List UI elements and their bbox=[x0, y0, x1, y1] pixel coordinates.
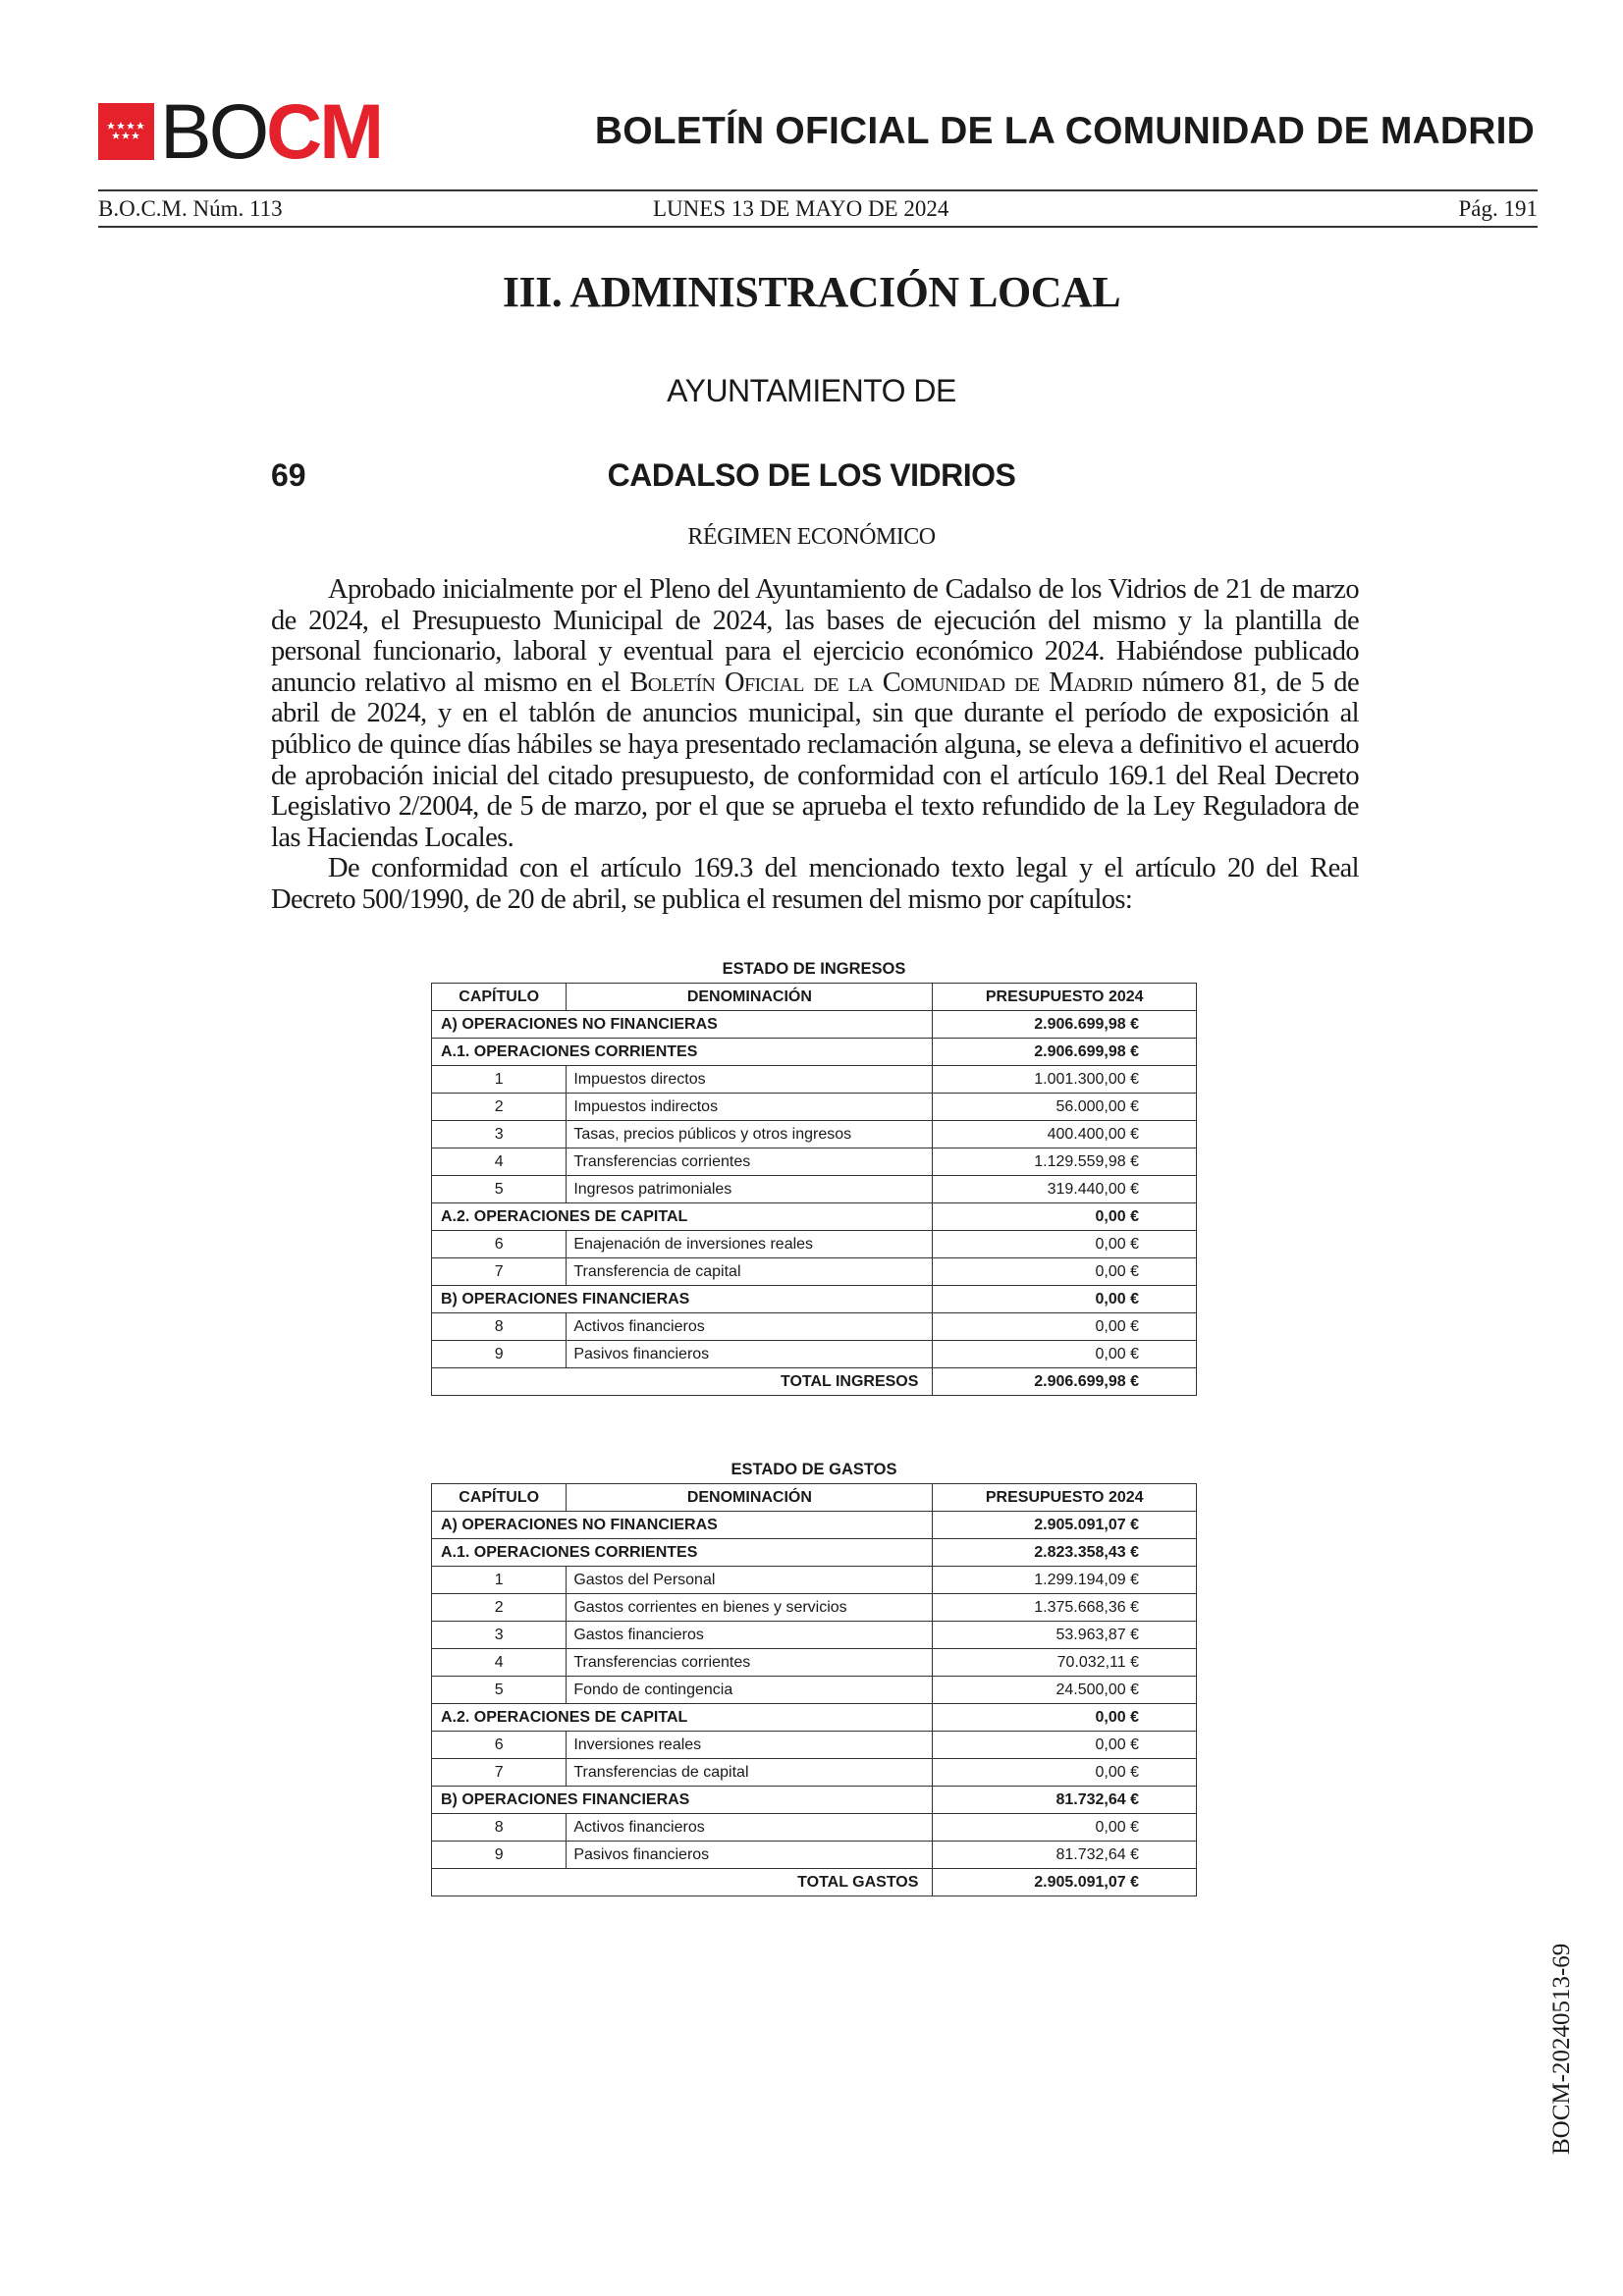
group-row-a: A) OPERACIONES NO FINANCIERAS 2.905.091,07 € bbox=[432, 1512, 1197, 1539]
group-row-a: A) OPERACIONES NO FINANCIERAS 2.906.699,98 € bbox=[432, 1011, 1197, 1039]
table-header-row bbox=[432, 984, 1197, 1011]
total-value: 2.905.091,07 € bbox=[933, 1869, 1197, 1896]
table-row: 9 Pasivos financieros 81.732,64 € bbox=[432, 1842, 1197, 1869]
section-title: III. ADMINISTRACIÓN LOCAL bbox=[502, 268, 1121, 316]
table-row: 8 Activos financieros 0,00 € bbox=[432, 1313, 1197, 1341]
document-identifier: BOCM-20240513-69 bbox=[1548, 1943, 1575, 2155]
ayuntamiento-heading: AYUNTAMIENTO DE bbox=[667, 373, 956, 408]
header-rule-bottom bbox=[98, 226, 1538, 228]
logo-wordmark bbox=[160, 87, 382, 175]
bocm-logo bbox=[98, 87, 382, 175]
logo-cm: CM bbox=[266, 87, 382, 175]
header-denominacion: DENOMINACIÓN bbox=[567, 984, 933, 1011]
total-label: TOTAL INGRESOS bbox=[432, 1368, 933, 1396]
table-row: 6 Enajenación de inversiones reales 0,00 € bbox=[432, 1231, 1197, 1258]
table-row: 9 Pasivos financieros 0,00 € bbox=[432, 1341, 1197, 1368]
table-row: 2 Gastos corrientes en bienes y servicios 1.375.668,36 € bbox=[432, 1594, 1197, 1622]
table-row: 1 Gastos del Personal 1.299.194,09 € bbox=[432, 1567, 1197, 1594]
table-row: 4 Transferencias corrientes 70.032,11 € bbox=[432, 1649, 1197, 1677]
publication-title: BOLETÍN OFICIAL DE LA COMUNIDAD DE MADRID bbox=[594, 110, 1535, 152]
total-row bbox=[432, 1368, 1197, 1396]
table-row: 7 Transferencias de capital 0,00 € bbox=[432, 1759, 1197, 1787]
group-row-b: B) OPERACIONES FINANCIERAS 81.732,64 € bbox=[432, 1787, 1197, 1814]
table-row: 2 Impuestos indirectos 56.000,00 € bbox=[432, 1094, 1197, 1121]
subject-heading: RÉGIMEN ECONÓMICO bbox=[687, 524, 936, 550]
table-row: 4 Transferencias corrientes 1.129.559,98 € bbox=[432, 1148, 1197, 1176]
header-denominacion: DENOMINACIÓN bbox=[567, 1484, 933, 1512]
header-capitulo: CAPÍTULO bbox=[432, 1484, 567, 1512]
gastos-caption: ESTADO DE GASTOS bbox=[730, 1461, 897, 1478]
issue-number: B.O.C.M. Núm. 113 bbox=[98, 196, 283, 221]
header-presupuesto: PRESUPUESTO 2024 bbox=[933, 1484, 1197, 1512]
group-row-a2: A.2. OPERACIONES DE CAPITAL 0,00 € bbox=[432, 1203, 1197, 1231]
total-value: 2.906.699,98 € bbox=[933, 1368, 1197, 1396]
gastos-table-block bbox=[431, 1456, 1197, 1896]
table-row: 5 Fondo de contingencia 24.500,00 € bbox=[432, 1677, 1197, 1704]
bocm-reference: Boletín Oficial de la Comunidad de Madrid bbox=[629, 667, 1133, 698]
issue-date: LUNES 13 DE MAYO DE 2024 bbox=[653, 196, 949, 221]
group-row-a1: A.1. OPERACIONES CORRIENTES 2.906.699,98 € bbox=[432, 1039, 1197, 1066]
dateline bbox=[98, 194, 1538, 224]
table-row: 6 Inversiones reales 0,00 € bbox=[432, 1732, 1197, 1759]
page-number: Pág. 191 bbox=[1458, 196, 1538, 221]
table-row: 1 Impuestos directos 1.001.300,00 € bbox=[432, 1066, 1197, 1094]
gastos-table bbox=[431, 1483, 1197, 1896]
group-row-a2: A.2. OPERACIONES DE CAPITAL 0,00 € bbox=[432, 1704, 1197, 1732]
body-text bbox=[271, 574, 1359, 916]
table-row: 8 Activos financieros 0,00 € bbox=[432, 1814, 1197, 1842]
entity-name: CADALSO DE LOS VIDRIOS bbox=[607, 457, 1016, 493]
group-row-b: B) OPERACIONES FINANCIERAS 0,00 € bbox=[432, 1286, 1197, 1313]
masthead bbox=[98, 87, 1538, 175]
madrid-stars-flag-icon bbox=[98, 103, 154, 160]
entry-number: 69 bbox=[271, 457, 306, 493]
table-row: 7 Transferencia de capital 0,00 € bbox=[432, 1258, 1197, 1286]
ingresos-table bbox=[431, 983, 1197, 1396]
header-presupuesto: PRESUPUESTO 2024 bbox=[933, 984, 1197, 1011]
table-row: 5 Ingresos patrimoniales 319.440,00 € bbox=[432, 1176, 1197, 1203]
table-row: 3 Gastos financieros 53.963,87 € bbox=[432, 1622, 1197, 1649]
table-header-row bbox=[432, 1484, 1197, 1512]
logo-bo: BO bbox=[160, 87, 267, 175]
group-row-a1: A.1. OPERACIONES CORRIENTES 2.823.358,43 € bbox=[432, 1539, 1197, 1567]
total-row bbox=[432, 1869, 1197, 1896]
header-capitulo: CAPÍTULO bbox=[432, 984, 567, 1011]
total-label: TOTAL GASTOS bbox=[432, 1869, 933, 1896]
table-row: 3 Tasas, precios públicos y otros ingresos 400.400,00 € bbox=[432, 1121, 1197, 1148]
ingresos-table-block bbox=[431, 955, 1197, 1396]
paragraph-1: Aprobado inicialmente por el Pleno del Ayuntamiento de Cadalso de los Vidrios de 21 de marzo de 2024, el Presupuesto Municipal de 2024, las bases de ejecución del mismo y la plantilla de personal funcionario, laboral y eventual para el ejercicio económico 2024. Habiéndose publicado anuncio relativo al mismo en el Boletín Oficial de la Comunidad de Madrid número 81, de 5 de abril de 2024, y en el tablón de anuncios municipal, sin que durante el período de exposición al público de quince días hábiles se haya presentado reclamación alguna, se eleva a definitivo el acuerdo de aprobación inicial del citado presupuesto, de conformidad con el artículo 169.1 del Real Decreto Legislativo 2/2004, de 5 de marzo, por el que se aprueba el texto refundido de la Ley Reguladora de las Haciendas Locales. bbox=[271, 574, 1359, 853]
ingresos-caption: ESTADO DE INGRESOS bbox=[722, 960, 906, 978]
header-rule-top bbox=[98, 189, 1538, 191]
paragraph-2: De conformidad con el artículo 169.3 del mencionado texto legal y el artículo 20 del Real Decreto 500/1990, de 20 de abril, se publica el resumen del mismo por capítulos: bbox=[271, 853, 1359, 915]
